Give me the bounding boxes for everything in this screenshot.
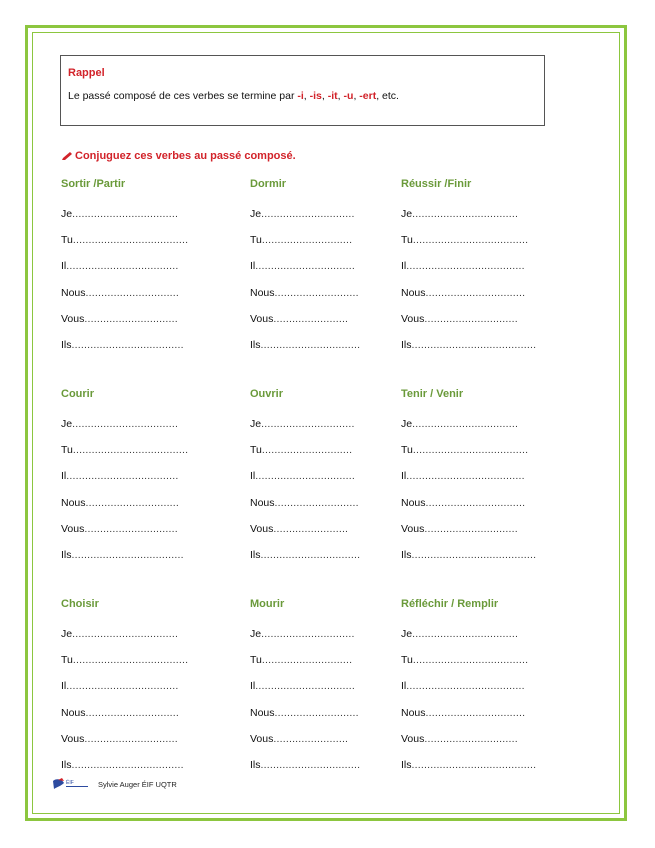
logo-lettering: ÉIF [66,780,74,786]
pronoun-label: Nous [401,496,426,509]
conjugation-line[interactable] [61,497,179,509]
pronoun-label: Ils [250,759,261,771]
conjugation-line[interactable] [401,234,528,246]
answer-blank[interactable]: ..................................... [72,234,189,247]
verb-heading-ouvrir: Ouvrir [250,388,284,400]
ending-is: -is [309,90,322,102]
conjugation-line[interactable] [401,680,525,692]
answer-blank[interactable]: .............................. [85,496,180,509]
answer-blank[interactable]: ...................................... [406,470,525,483]
conjugation-line[interactable] [61,654,188,666]
answer-blank[interactable]: .............................. [85,706,180,719]
pronoun-label: Tu [401,234,413,247]
answer-blank[interactable]: .................................. [72,208,179,220]
pronoun-label: Ils [61,759,72,771]
answer-blank[interactable]: .................................... [66,680,179,693]
conjugation-line[interactable] [61,523,178,535]
ending-ert: -ert [359,90,377,102]
conjugation-line[interactable] [401,260,525,272]
conjugation-line[interactable] [61,208,178,220]
pronoun-label: Nous [61,496,86,509]
conjugation-line[interactable] [61,759,184,771]
answer-blank[interactable]: ................................ [260,759,361,771]
conjugation-line[interactable] [61,444,188,456]
answer-blank[interactable]: .................................. [72,628,179,640]
conjugation-line[interactable] [401,523,518,535]
answer-blank[interactable]: .............................. [424,312,518,325]
conjugation-line[interactable] [250,234,352,246]
answer-blank[interactable]: .................................. [412,208,519,220]
conjugation-line[interactable] [61,260,178,272]
rappel-box [60,55,545,126]
answer-blank[interactable]: ........................ [273,522,349,535]
pronoun-label: Vous [250,312,274,325]
conjugation-line[interactable] [61,549,184,561]
pronoun-label: Ils [61,549,72,561]
pronoun-label: Ils [250,549,261,561]
rappel-text: Le passé composé de ces verbes se termine par -i, -is, -it, -u, -ert, etc. [68,90,399,102]
pronoun-label: Tu [61,234,73,247]
pronoun-label: Tu [61,654,73,667]
pronoun-label: Tu [250,654,262,667]
pronoun-label: Il [250,470,256,483]
conjugation-line[interactable] [250,759,360,771]
pronoun-label: Vous [250,522,274,535]
answer-blank[interactable]: ........................................ [411,759,537,771]
conjugation-line[interactable] [250,208,355,220]
answer-blank[interactable]: .................................... [66,260,179,273]
conjugation-line[interactable] [250,287,359,299]
pronoun-label: Il [401,470,407,483]
ending-u: -u [343,90,354,102]
pronoun-label: Je [61,418,73,430]
conjugation-line[interactable] [401,313,518,325]
conjugation-line[interactable] [250,680,355,692]
conjugation-line[interactable] [401,549,536,561]
conjugation-line[interactable] [250,497,359,509]
pronoun-label: Je [250,208,262,220]
answer-blank[interactable]: .................................. [412,418,519,430]
conjugation-line[interactable] [401,759,536,771]
conjugation-line[interactable] [61,733,178,745]
answer-blank[interactable]: ............................. [261,654,353,667]
instruction-text: Conjuguez ces verbes au passé composé. [75,150,296,162]
pronoun-label: Tu [61,444,73,457]
conjugation-line[interactable] [250,418,355,430]
answer-blank[interactable]: .............................. [84,732,178,745]
pronoun-label: Il [61,470,67,483]
answer-blank[interactable]: ................................ [255,680,356,693]
answer-blank[interactable]: ........................... [274,706,359,719]
answer-blank[interactable]: ........................... [274,286,359,299]
answer-blank[interactable]: ........................................ [411,339,537,351]
answer-blank[interactable]: ................................ [260,339,361,351]
pronoun-label: Ils [61,339,72,351]
answer-blank[interactable]: .............................. [261,208,355,220]
rappel-title: Rappel [68,67,105,79]
answer-blank[interactable]: .............................. [84,312,178,325]
conjugation-line[interactable] [401,497,525,509]
answer-blank[interactable]: ................................ [425,706,526,719]
pronoun-label: Tu [250,234,262,247]
pronoun-label: Tu [250,444,262,457]
answer-blank[interactable]: ................................ [255,260,356,273]
pronoun-label: Ils [401,759,412,771]
conjugation-line[interactable] [401,287,525,299]
answer-blank[interactable]: .............................. [424,522,518,535]
answer-blank[interactable]: ............................. [261,234,353,247]
answer-blank[interactable]: ...................................... [406,680,525,693]
pronoun-label: Je [250,418,262,430]
pronoun-label: Il [61,260,67,273]
answer-blank[interactable]: ..................................... [412,654,529,667]
verb-heading-reflechir-remplir: Réfléchir / Remplir [401,598,499,610]
answer-blank[interactable]: .............................. [85,286,180,299]
answer-blank[interactable]: ..................................... [412,234,529,247]
verb-heading-reussir-finir: Réussir /Finir [401,178,472,190]
footer-credit: Sylvie Auger ÉIF UQTR [98,779,177,789]
pronoun-label: Nous [250,706,275,719]
answer-blank[interactable]: .............................. [424,732,518,745]
answer-blank[interactable]: .............................. [261,628,355,640]
pronoun-label: Je [61,628,73,640]
footer [52,777,177,791]
conjugation-line[interactable] [61,339,184,351]
pronoun-label: Nous [61,706,86,719]
conjugation-line[interactable] [250,339,360,351]
conjugation-line[interactable] [250,733,348,745]
conjugation-line[interactable] [250,470,355,482]
verb-heading-mourir: Mourir [250,598,285,610]
verb-heading-courir: Courir [61,388,94,400]
answer-blank[interactable]: ...................................... [406,260,525,273]
answer-blank[interactable]: ........................... [274,496,359,509]
pronoun-label: Je [250,628,262,640]
answer-blank[interactable]: .............................. [84,522,178,535]
answer-blank[interactable]: ................................ [260,549,361,561]
pronoun-label: Je [401,208,413,220]
conjugation-line[interactable] [401,470,525,482]
pronoun-label: Ils [250,339,261,351]
pronoun-label: Vous [401,312,425,325]
conjugation-line[interactable] [61,234,188,246]
conjugation-line[interactable] [250,549,360,561]
pronoun-label: Vous [250,732,274,745]
pronoun-label: Vous [61,312,85,325]
pronoun-label: Nous [401,706,426,719]
answer-blank[interactable]: ................................ [425,286,526,299]
conjugation-line[interactable] [250,628,355,640]
conjugation-line[interactable] [61,313,178,325]
conjugation-line[interactable] [61,628,178,640]
verb-heading-choisir: Choisir [61,598,99,610]
answer-blank[interactable]: .............................. [261,418,355,430]
conjugation-line[interactable] [61,287,179,299]
conjugation-line[interactable] [401,707,525,719]
answer-blank[interactable]: .................................... [71,759,184,771]
conjugation-line[interactable] [401,628,518,640]
conjugation-line[interactable] [250,523,348,535]
answer-blank[interactable]: ............................. [261,444,353,457]
conjugation-line[interactable] [250,707,359,719]
conjugation-line[interactable] [401,339,536,351]
pronoun-label: Tu [401,654,413,667]
conjugation-line[interactable] [401,733,518,745]
answer-blank[interactable]: ..................................... [412,444,529,457]
answer-blank[interactable]: ................................ [425,496,526,509]
verb-heading-tenir-venir: Tenir / Venir [401,388,464,400]
answer-blank[interactable]: ..................................... [72,654,189,667]
pronoun-label: Tu [401,444,413,457]
pronoun-label: Vous [61,732,85,745]
conjugation-line[interactable] [401,418,518,430]
pronoun-label: Je [61,208,73,220]
answer-blank[interactable]: ..................................... [72,444,189,457]
pronoun-label: Nous [250,286,275,299]
pronoun-label: Il [61,680,67,693]
eif-logo [52,777,92,791]
pronoun-label: Je [401,418,413,430]
conjugation-line[interactable] [250,444,352,456]
pronoun-label: Nous [401,286,426,299]
pronoun-label: Vous [61,522,85,535]
ending-i: -i [297,90,304,102]
pronoun-label: Nous [61,286,86,299]
answer-blank[interactable]: .................................... [71,549,184,561]
conjugation-line[interactable] [61,418,178,430]
pronoun-label: Ils [401,549,412,561]
rappel-text-after: , etc. [376,90,399,102]
conjugation-line[interactable] [401,444,528,456]
rappel-text-before: Le passé composé de ces verbes se termine par [68,90,298,102]
pronoun-label: Vous [401,522,425,535]
pronoun-label: Il [250,260,256,273]
answer-blank[interactable]: .................................... [66,470,179,483]
pronoun-label: Vous [401,732,425,745]
verb-heading-sortir-partir: Sortir /Partir [61,178,126,190]
verb-heading-dormir: Dormir [250,178,287,190]
pronoun-label: Nous [250,496,275,509]
pencil-icon [61,151,73,161]
pronoun-label: Je [401,628,413,640]
answer-blank[interactable]: ................................ [255,470,356,483]
pronoun-label: Il [401,680,407,693]
conjugation-line[interactable] [250,260,355,272]
answer-blank[interactable]: .................................... [71,339,184,351]
answer-blank[interactable]: ........................ [273,732,349,745]
conjugation-line[interactable] [61,470,178,482]
conjugation-line[interactable] [401,654,528,666]
conjugation-line[interactable] [61,707,179,719]
instruction [61,150,296,162]
answer-blank[interactable]: ........................................ [411,549,537,561]
conjugation-line[interactable] [250,313,348,325]
conjugation-line[interactable] [61,680,178,692]
ending-it: -it [327,90,338,102]
pronoun-label: Il [250,680,256,693]
conjugation-line[interactable] [401,208,518,220]
answer-blank[interactable]: ........................ [273,312,349,325]
pronoun-label: Il [401,260,407,273]
pronoun-label: Ils [401,339,412,351]
answer-blank[interactable]: .................................. [72,418,179,430]
answer-blank[interactable]: .................................. [412,628,519,640]
conjugation-line[interactable] [250,654,352,666]
